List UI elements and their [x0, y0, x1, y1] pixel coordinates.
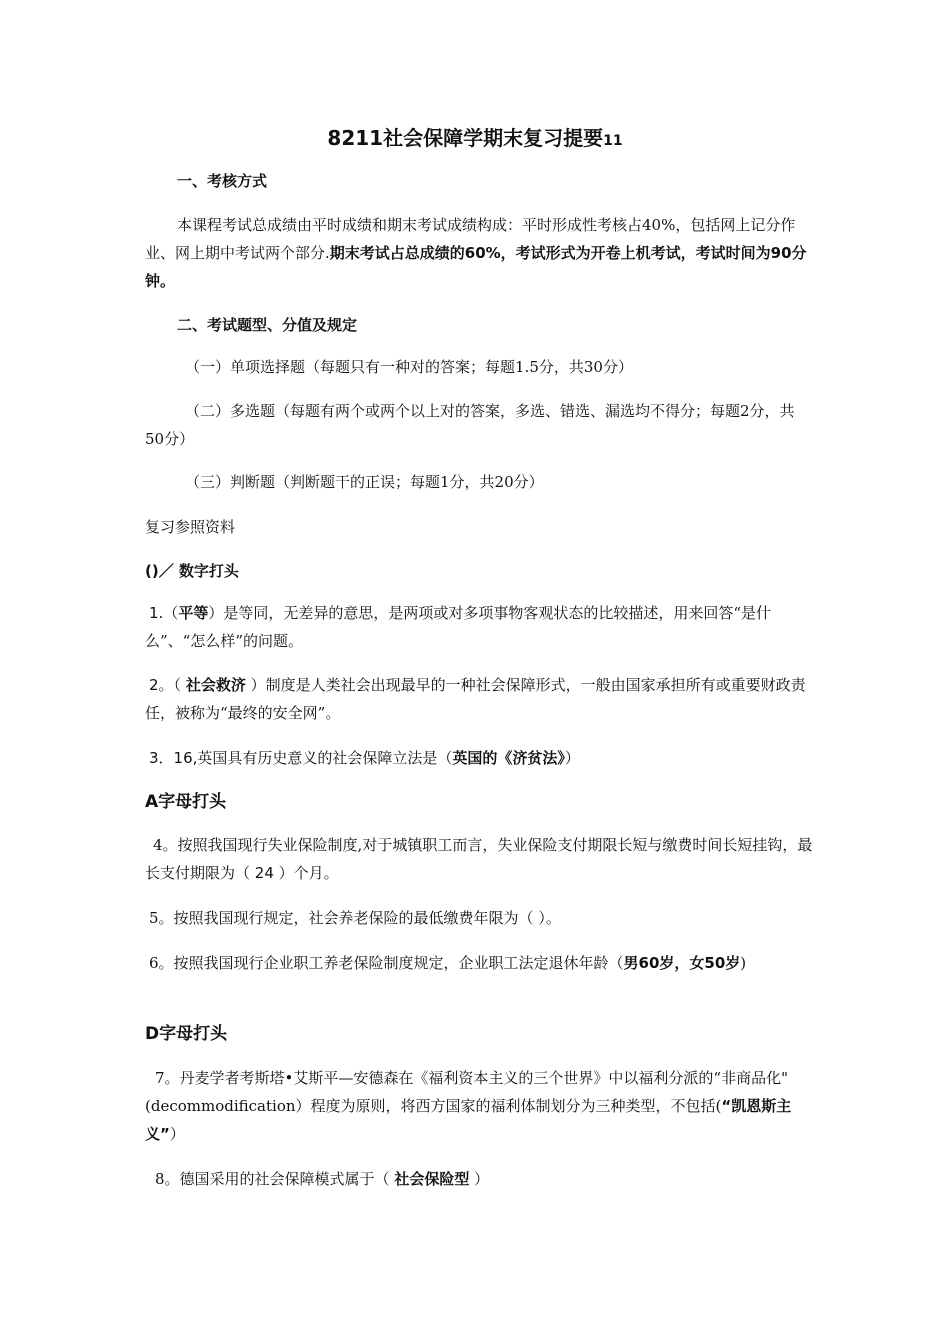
page-title [0, 124, 950, 155]
answer-1: 平等 [178, 604, 209, 622]
assessment-paragraph [145, 211, 813, 295]
question-type-single-choice: （一）单项选择题（每题只有一种对的答案；每题1.5分，共30分） [185, 358, 633, 376]
answer-8: 社会保险型 [394, 1170, 470, 1188]
group-heading-numbers: ()／ 数字打头 [145, 562, 239, 580]
assessment-text: 本课程考试总成绩由平时成绩和期末考试成绩构成：平时形成性考核占40%，包括网上记分作业、网上期中考试两个部分. [145, 216, 796, 262]
group-heading-letter-a: A字母打头 [145, 792, 227, 812]
answer-2: 社会救济 [185, 676, 246, 694]
section-heading-assessment: 一、考核方式 [177, 172, 268, 190]
question-7: 7。丹麦学者考斯塔•艾斯平—安德森在《福利资本主义的三个世界》中以福利分派的“非商品化"(decommodification）程度为原则，将西方国家的福利体制划分为三种类型，不包括(“凯恩斯主义”） [145, 1069, 792, 1143]
assessment-text-bold: 期末考试占总成绩的60%，考试形式为开卷上机考试，考试时间为90分钟。 [145, 244, 807, 290]
answer-4: 24 [254, 864, 274, 882]
title-main: 8211社会保障学期末复习提要 [327, 126, 604, 150]
group-heading-letter-d: D字母打头 [145, 1024, 228, 1044]
question-1: 1.（平等）是等同，无差异的意思，是两项或对多项事物客观状态的比较描述，用来回答“是什么”、“怎么样”的问题。 [145, 604, 772, 650]
question-type-true-false: （三）判断题（判断题干的正误；每题1分，共20分） [185, 473, 544, 491]
question-6: 6。按照我国现行企业职工养老保险制度规定，企业职工法定退休年龄（男60岁，女50岁) [149, 954, 747, 972]
title-suffix: 11 [603, 133, 623, 149]
question-type-multiple-choice: （二）多选题（每题有两个或两个以上对的答案，多选、错选、漏选均不得分；每题2分，共50分） [145, 402, 795, 448]
question-8: 8。德国采用的社会保障模式属于（ 社会保险型 ） [155, 1170, 490, 1188]
question-3: 3．16,英国具有历史意义的社会保障立法是（英国的《济贫法》） [149, 749, 580, 767]
question-5: 5。按照我国现行规定，社会养老保险的最低缴费年限为（ ）。 [149, 909, 561, 927]
question-2: 2。（ 社会救济 ）制度是人类社会出现最早的一种社会保障形式，一般由国家承担所有或重要财政责任，被称为“最终的安全网”。 [145, 676, 806, 722]
question-4: 4。按照我国现行失业保险制度,对于城镇职工而言，失业保险支付期限长短与缴费时间长短挂钩，最长支付期限为（ 24 ）个月。 [145, 836, 813, 882]
answer-6: 男60岁，女50岁 [623, 954, 741, 972]
answer-7: “凯恩斯主义” [145, 1097, 792, 1143]
reference-label: 复习参照资料 [145, 518, 236, 536]
section-heading-question-types: 二、考试题型、分值及规定 [177, 316, 358, 334]
answer-3: 英国的《济贫法》 [452, 749, 565, 767]
